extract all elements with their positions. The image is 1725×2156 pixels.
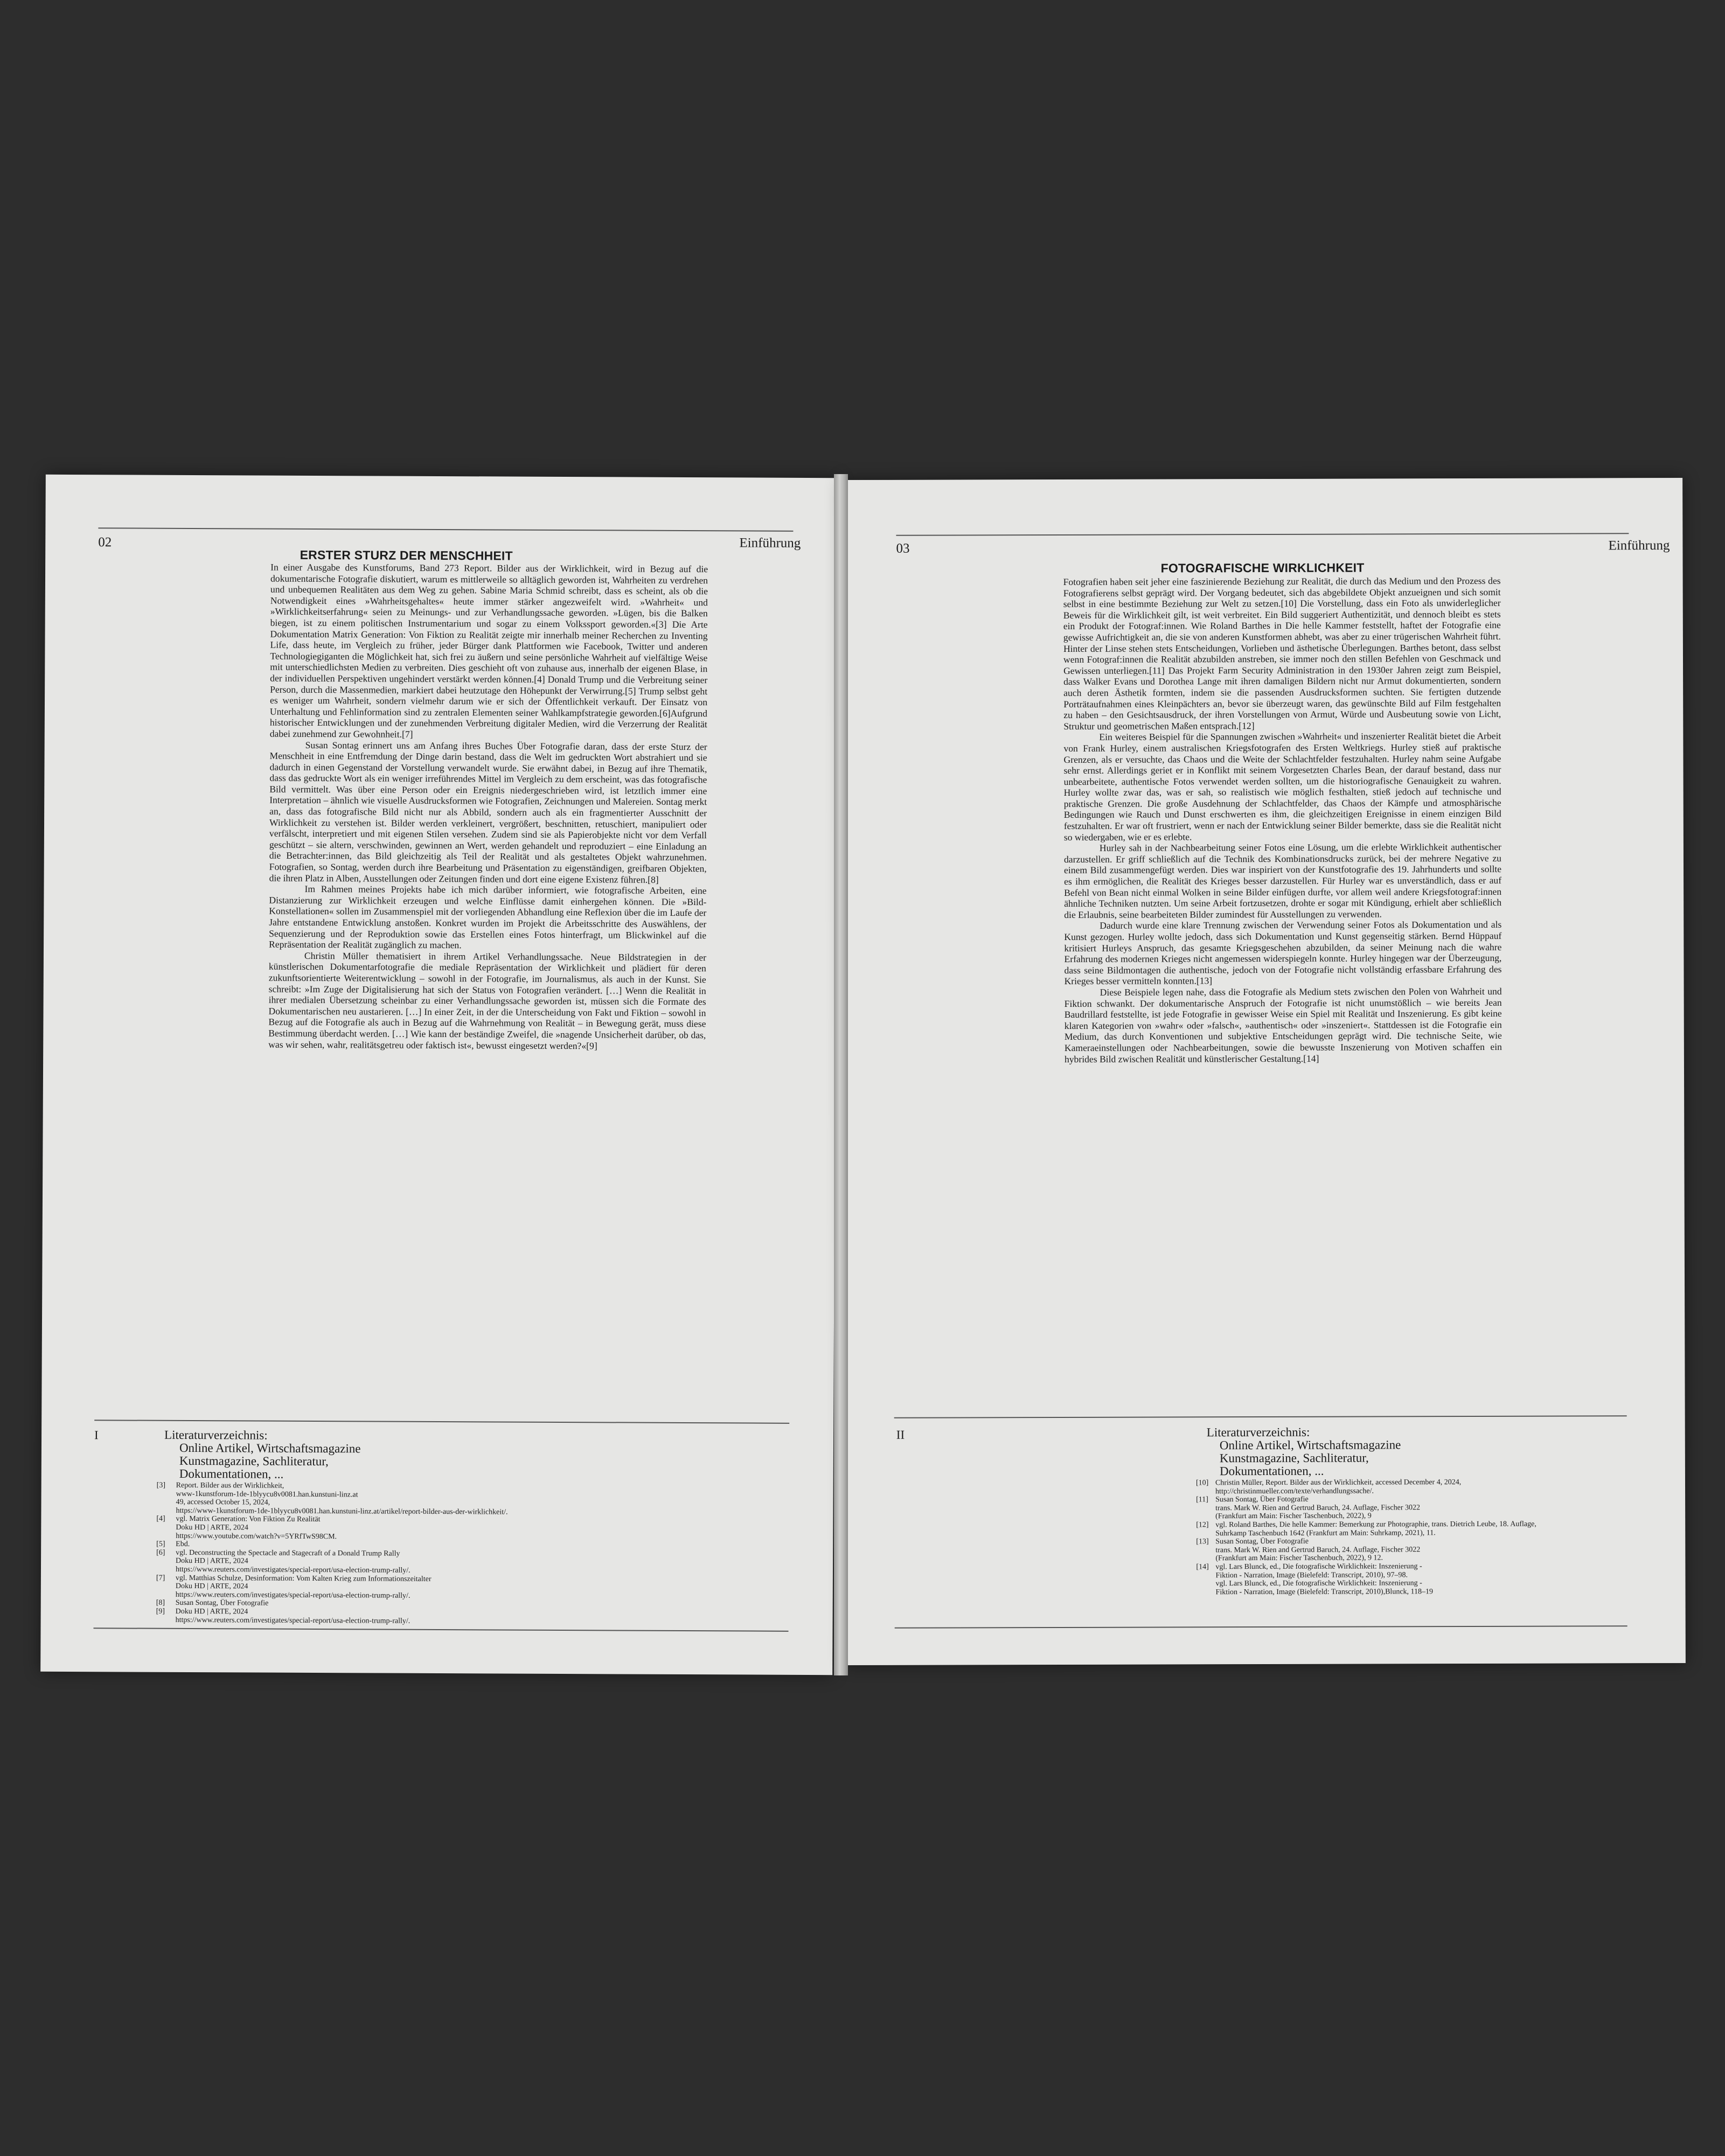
reference-number: [10] xyxy=(1195,1479,1209,1487)
reference-item xyxy=(156,1548,749,1576)
article-body xyxy=(268,562,708,1052)
reference-text: vgl. Deconstructing the Spectacle and Stagecraft of a Donald Trump Rally Doku HD | ARTE, 2024 https://www.reuters.com/investigates/special-report/usa-election-trump-rally/. xyxy=(175,1548,411,1575)
reference-number: [12] xyxy=(1196,1521,1209,1529)
reference-item xyxy=(156,1608,749,1627)
article-body xyxy=(1063,575,1502,1065)
reference-number: [7] xyxy=(156,1574,165,1582)
reference-number: [4] xyxy=(156,1515,165,1524)
reference-text: vgl. Matthias Schulze, Desinformation: Vom Kalten Krieg zum Informationszeitalter Doku HD | ARTE, 2024 https://www.reuters.com/investigates/special-report/usa-election-trump-rally/. xyxy=(175,1574,432,1600)
section-label: Einführung xyxy=(739,535,801,551)
header-rule xyxy=(896,533,1629,536)
reference-text: Susan Sontag, Über Fotografie xyxy=(175,1599,269,1608)
bibliography-heading xyxy=(164,1429,361,1482)
reference-list xyxy=(1196,1478,1627,1596)
reference-item xyxy=(1196,1478,1627,1496)
paragraph: Ein weiteres Beispiel für die Spannungen zwischen »Wahrheit« und inszenierter Realität bietet die Arbeit von Frank Hurley, einem australischen Kriegsfotografen des Ersten Weltkriegs. Hurley stieß auf praktische Grenzen, als er versuchte, das Chaos und die Weite der Schlachtfelder festzuhalten. Hurley nahm seine Aufgabe sehr ernst. Allerdings geriet er in Konflikt mit seinem Vorgesetzten Charles Bean, der darauf bestand, dass nur unbearbeitete, authentische Fotos verwendet werden sollten, um die historiografische Genauigkeit zu wahren. Hurley wollte zwar das, was er sah, so realistisch wie möglich festhalten, stieß jedoch auf technische und praktische Grenzen. Die große Ausdehnung der Schlachtfelder, das Chaos der Kämpfe und atmosphärische Bedingungen wie Rauch und Dunst erschwerten es ihm, die gleichzeitigen Ereignisse in einem einzigen Bild festzuhalten. Er war oft frustriert, wenn er nach der Entwicklung seiner Bilder bemerkte, dass sie die Realität nicht so wiedergaben, wie er es erlebte. xyxy=(1063,731,1501,843)
paragraph: Dadurch wurde eine klare Trennung zwischen der Verwendung seiner Fotos als Dokumentation und als Kunst gezogen. Hurley wollte jedoch, dass sich Dokumentation und Kunst gegenseitig stärken. Bernd Hüppauf kritisiert Hurleys Anspruch, das gesamte Kriegsgeschehen abzubilden, da seiner Meinung nach die wahre Erfahrung des modernen Krieges nicht angemessen widerspiegeln konnte. Hurley hingegen war der Überzeugung, dass seine Bildmontagen die authentische, jedoch von der Fotografie nicht vollständig erfassbare Erfahrung des Krieges besser vermitteln konnten.[13] xyxy=(1064,919,1502,987)
paragraph: Susan Sontag erinnert uns am Anfang ihres Buches Über Fotografie daran, dass der erste Sturz der Menschheit in eine Entfremdung der Dinge darin bestand, dass die Welt im gedruckten Wort abstrahiert und sie dadurch in einen Gegenstand der Vorstellung verwandelt wurde. Sie erwähnt dabei, in Bezug auf ihre Thematik, dass das gedruckte Wort als ein weniger irreführendes Mittel im Vergleich zu dem erscheint, was das fotografische Bild vermittelt. Was über eine Person oder ein Ereignis niedergeschrieben wird, ist letztlich immer eine Interpretation – ähnlich wie visuelle Ausdrucksformen wie Fotografien, Zeichnungen und Malereien. Sontag merkt an, dass das fotografische Bild nicht nur als Abbild, sondern auch als ein fragmentierter Ausschnitt der Wirklichkeit zu verstehen ist. Bilder werden verkleinert, vergrößert, beschnitten, retuschiert, manipuliert oder verfälscht, interpretiert und mit eigenen Stilen versehen. Zudem sind sie als Papierobjekte nicht vor dem Verfall geschützt – sie altern, verschwinden, gewinnen an Wert, werden gehandelt und reproduziert – eine Einladung an die Betrachter:innen, das Bild gleichzeitig als Teil der Realität und als gestaltetes Objekt wahrzunehmen. Fotografien, so Sontag, werden durch ihre Bearbeitung und Präsentation zu eigenständigen, greifbaren Objekten, die ihren Platz in Alben, Ausstellungen oder Zeitungen finden und dort eine eigene Existenz führen.[8] xyxy=(269,739,707,885)
page-number: 02 xyxy=(98,535,112,550)
left-page xyxy=(40,475,838,1675)
reference-text: vgl. Matrix Generation: Von Fiktion Zu Realität Doku HD | ARTE, 2024 https://www.youtube.com/watch?v=5YRfTwS98CM. xyxy=(176,1515,337,1541)
reference-number: [11] xyxy=(1196,1496,1208,1504)
reference-list xyxy=(156,1482,749,1627)
reference-item xyxy=(1196,1562,1627,1596)
reference-item xyxy=(1196,1494,1627,1521)
bibliography-subtitle: Online Artikel, Wirtschaftsmagazine Kunstmagazine, Sachliteratur, Dokumentationen, ... xyxy=(1219,1438,1401,1478)
header-rule xyxy=(98,527,793,532)
reference-item xyxy=(1196,1520,1627,1538)
book-gutter xyxy=(834,474,848,1675)
reference-number: [9] xyxy=(156,1607,165,1616)
reference-text: Susan Sontag, Über Fotografie trans. Mark W. Rien and Gertrud Baruch, 24. Auflage, Fischer 3022 (Frankfurt am Main: Fischer Taschenbuch, 2022), 9 12. xyxy=(1215,1537,1421,1563)
footnote-section-number: I xyxy=(94,1428,99,1442)
reference-item xyxy=(156,1482,749,1518)
paragraph: Hurley sah in der Nachbearbeitung seiner Fotos eine Lösung, um die erlebte Wirklichkeit authentischer darzustellen. Er griff schließlich auf die Technik des Kombinationsdrucks zurück, bei der mehrere Negative zu einem Bild zusammengefügt werden. Dies war inspiriert von der Kunstfotografie des 19. Jahrhunderts und sollte es ihm ermöglichen, die Realität des Krieges besser darzustellen. Für Hurley war es unverständlich, dass er auf Befehl von Bean nicht einmal Wolken in seine Bilder einfügen durfte, vor allem weil andere Kriegsfotograf:innen ähnliche Techniken nutzten. Um seine Arbeit fortzusetzen, drohte er sogar mit Kündigung, erhielt aber schließlich die Erlaubnis, seine bearbeiteten Bilder zumindest für Ausstellungen zu verwenden. xyxy=(1063,841,1502,920)
reference-number: [5] xyxy=(156,1540,165,1548)
reference-text: Susan Sontag, Über Fotografie trans. Mark W. Rien and Gertrud Baruch, 24. Auflage, Fischer 3022 (Frankfurt am Main: Fischer Taschenbuch, 2022), 9 xyxy=(1215,1495,1421,1521)
right-page xyxy=(842,478,1686,1665)
reference-number: [14] xyxy=(1196,1563,1209,1571)
reference-text: vgl. Roland Barthes, Die helle Kammer: Bemerkung zur Photographie, trans. Dietrich Leube, 18. Auflage, Suhrkamp Taschenbuch 1642 (Frankfurt am Main: Suhrkamp, 2021), 11. xyxy=(1215,1520,1536,1538)
reference-item xyxy=(156,1574,749,1602)
reference-item xyxy=(1196,1536,1627,1563)
footnote-rule xyxy=(894,1415,1627,1418)
paragraph: Diese Beispiele legen nahe, dass die Fotografie als Medium stets zwischen den Polen von Wahrheit und Fiktion schwankt. Der dokumentarische Anspruch der Fotografie ist nicht unumstößlich – wie bereits Jean Baudrillard feststellte, ist jede Fotografie in gewisser Weise ein Spiel mit Realität und Inszenierung. Es gibt keine klaren Kategorien von »wahr« oder »falsch«, »authentisch« oder »inszeniert«. Stattdessen ist die Fotografie ein Medium, das durch Konventionen und subjektive Entscheidungen geprägt wird. Die technische Seite, wie Kameraeinstellungen oder Nachbearbeitungen, sowie die bewusste Inszenierung von Motiven schaffen ein hybrides Bild zwischen Realität und künstlerischer Gestaltung.[14] xyxy=(1064,985,1502,1065)
bibliography-title: Literaturverzeichnis: xyxy=(1206,1425,1310,1439)
page-number: 03 xyxy=(896,541,910,556)
bibliography-heading xyxy=(1207,1425,1401,1478)
section-label: Einführung xyxy=(1608,538,1670,553)
reference-text: Ebd. xyxy=(176,1540,190,1549)
paragraph: Fotografien haben seit jeher eine faszinierende Beziehung zur Realität, die durch das Medium und den Prozess des Fotografierens selbst geprägt wird. Der Vorgang bedeutet, sich das abgebildete Objekt anzueignen und sich somit selbst in eine bestimmte Beziehung zur Welt zu setzen.[10] Die Vorstellung, dass ein Foto als unwiderleglicher Beweis für die Wirklichkeit gilt, ist weit verbreitet. Ein Bild suggeriert Authentizität, und dennoch bleibt es stets ein Produkt der Fotograf:innen. Wie Roland Barthes in Die helle Kammer feststellt, haftet der Fotografie eine gewisse Aufrichtigkeit an, die sie von anderen Kunstformen abhebt, was aber zu einer trügerischen Wahrheit führt. Hinter der Linse stehen stets Entscheidungen, Vorlieben und ästhetische Überlegungen. Barthes betont, dass selbst wenn Fotograf:innen die Realität abzubilden anstreben, sie immer noch den stillen Befehlen von Geschmack und Gewissen unterliegen.[11] Das Projekt Farm Security Administration in den 1930er Jahren zeigt zum Beispiel, dass Walker Evans und Dorothea Lange mit ihren damaligen Bildern nicht nur Armut dokumentierten, sondern auch deren Ästhetik formten, indem sie die passenden Ausdrucksformen suchten. Sie fertigten dutzende Porträtaufnahmen eines Kleinpächters an, bevor sie überzeugt waren, das gewünschte Bild auf Film festgehalten zu haben – den Gesichtsausdruck, der ihren Vorstellungen von Armut, Würde und Ausbeutung sowie von Licht, Struktur und geometrischen Maßen entsprach.[12] xyxy=(1063,575,1501,732)
bottom-rule xyxy=(895,1625,1627,1629)
reference-number: [13] xyxy=(1196,1538,1209,1546)
reference-text: vgl. Lars Blunck, ed., Die fotografische Wirklichkeit: Inszenierung - Fiktion - Narration, Image (Bielefeld: Transcript, 2010), 97–98. vgl. Lars Blunck, ed., Die fotografische Wirklichkeit: Inszenierung - Fiktion - Narration, Image (Bielefeld: Transcript, 2010),Blunck, 118–19 xyxy=(1215,1562,1434,1596)
reference-item xyxy=(156,1515,749,1543)
reference-text: Doku HD | ARTE, 2024 https://www.reuters.com/investigates/special-report/usa-election-trump-rally/. xyxy=(175,1607,411,1625)
paragraph: In einer Ausgabe des Kunstforums, Band 273 Report. Bilder aus der Wirklichkeit, wird in Bezug auf die dokumentarische Fotografie diskutiert, warum es mittlerweile so alltäglich geworden ist, Wahrheiten zu verdrehen und unbequemen Realitäten aus dem Weg zu gehen. Sabine Maria Schmid schreibt, dass es scheint, als ob die Notwendigkeit eines »Wahrheitsgehaltes« heute immer stärker angezweifelt wird. »Wahrheit« und »Wirklichkeitserfahrung« seien zu Meinungs- und zur Verhandlungssache geworden. »Lügen, bis die Balken biegen, ist zu einem politischen Instrumentarium und sogar zu einem Volkssport geworden.«[3] Die Arte Dokumentation Matrix Generation: Von Fiktion zu Realität zeigte mir innerhalb meiner Recherchen zu Inventing Life, dass heute, im Vergleich zu früher, jeder Bürger dank Plattformen wie Facebook, Twitter und anderen Technologiegiganten die Möglichkeit hat, sich frei zu äußern und seine persönliche Wahrheit auf vielfältige Weise mit unterschiedlichsten Medien zu verbreiten. Dies geschieht oft von zuhause aus, innerhalb der eigenen Blase, in der individuellen Perspektiven ungehindert verstärkt werden können.[4] Donald Trump und die Verbreitung seiner Person, durch die Massenmedien, markiert dabei heutzutage den Höhepunkt der Verwirrung.[5] Trump selbst geht es weniger um Wahrheit, sondern vielmehr darum wie er sich der Öffentlichkeit verkauft. Der Einsatz von Unterhaltung und Fehlinformation sind zu zentralen Elementen seiner Wahlkampfstrategie geworden.[6]Aufgrund historischer Entwicklungen und der zunehmenden Verbreitung digitaler Medien, wird die Verzerrung der Realität dabei zunehmend zur Gewohnheit.[7] xyxy=(269,561,708,740)
paragraph: Christin Müller thematisiert in ihrem Artikel Verhandlungssache. Neue Bildstrategien in der künstlerischen Dokumentarfotografie die mediale Repräsentation der Wirklichkeit und plädiert für deren zukunftsorientierte Weiterentwicklung – sowohl in der Fotografie, im Journalismus, als auch in der Kunst. Sie schreibt: »Im Zuge der Digitalisierung hat sich der Status von Fotografien verändert. […] Wenn die Realität in ihrer medialen Übersetzung scheinbar zu einer Verhandlungssache geworden ist, müssen sich die Formate des Dokumentarischen neu austarieren. […] In einer Zeit, in der die Unterscheidung von Fakt und Fiktion – sowohl in Bezug auf die Fotografie als auch in Bezug auf die Wahrnehmung von Realität – in Bewegung gerät, muss diese Bestimmung überdacht werden. […] Wie kann der beständige Zweifel, die »nagende Unsicherheit darüber, ob das, was wir sehen, wahr, realitätsgetreu oder faktisch ist«, bewusst eingesetzt werden?«[9] xyxy=(268,950,706,1051)
reference-number: [8] xyxy=(156,1599,165,1608)
footnote-section-number: II xyxy=(896,1428,905,1442)
article-title: ERSTER STURZ DER MENSCHHEIT xyxy=(300,547,513,563)
reference-text: Report. Bilder aus der Wirklichkeit, www-1kunstforum-1de-1blyycu8v0081.han.kunstuni-linz.at 49, accessed October 15, 2024, https://www-1kunstforum-1de-1blyycu8v0081.han.kunstuni-linz.at/artikel/report-bilder-aus-der-wirklichkeit/. xyxy=(176,1481,508,1517)
article-title: FOTOGRAFISCHE WIRKLICHKEIT xyxy=(1160,560,1365,575)
bibliography-title: Literaturverzeichnis: xyxy=(164,1428,268,1442)
bibliography-subtitle: Online Artikel, Wirtschaftsmagazine Kunstmagazine, Sachliteratur, Dokumentationen, ... xyxy=(179,1441,361,1481)
reference-text: Christin Müller, Report. Bilder aus der Wirklichkeit, accessed December 4, 2024, http://christinmueller.com/texte/verhandlungssache/. xyxy=(1215,1478,1462,1496)
footnote-rule xyxy=(94,1420,789,1424)
bottom-rule xyxy=(94,1628,789,1632)
reference-number: [3] xyxy=(156,1481,166,1490)
reference-number: [6] xyxy=(156,1548,165,1557)
paragraph: Im Rahmen meines Projekts habe ich mich darüber informiert, wie fotografische Arbeiten, eine Distanzierung zur Wirklichkeit erzeugen und welche Einflüsse damit einhergehen können. Die »Bild-Konstellationen« sollen im Zusammenspiel mit der vorliegenden Abhandlung eine Reflexion über die im Laufe der Jahre entstandene Entwicklung anstoßen. Konkret wurden im Projekt die Arbeitsschritte des Auswählens, der Sequenzierung und der Reproduktion sowie das Erstellen eines Fotos hinterfragt, um Blickwinkel auf die Repräsentation der Realität zugänglich zu machen. xyxy=(269,884,707,951)
